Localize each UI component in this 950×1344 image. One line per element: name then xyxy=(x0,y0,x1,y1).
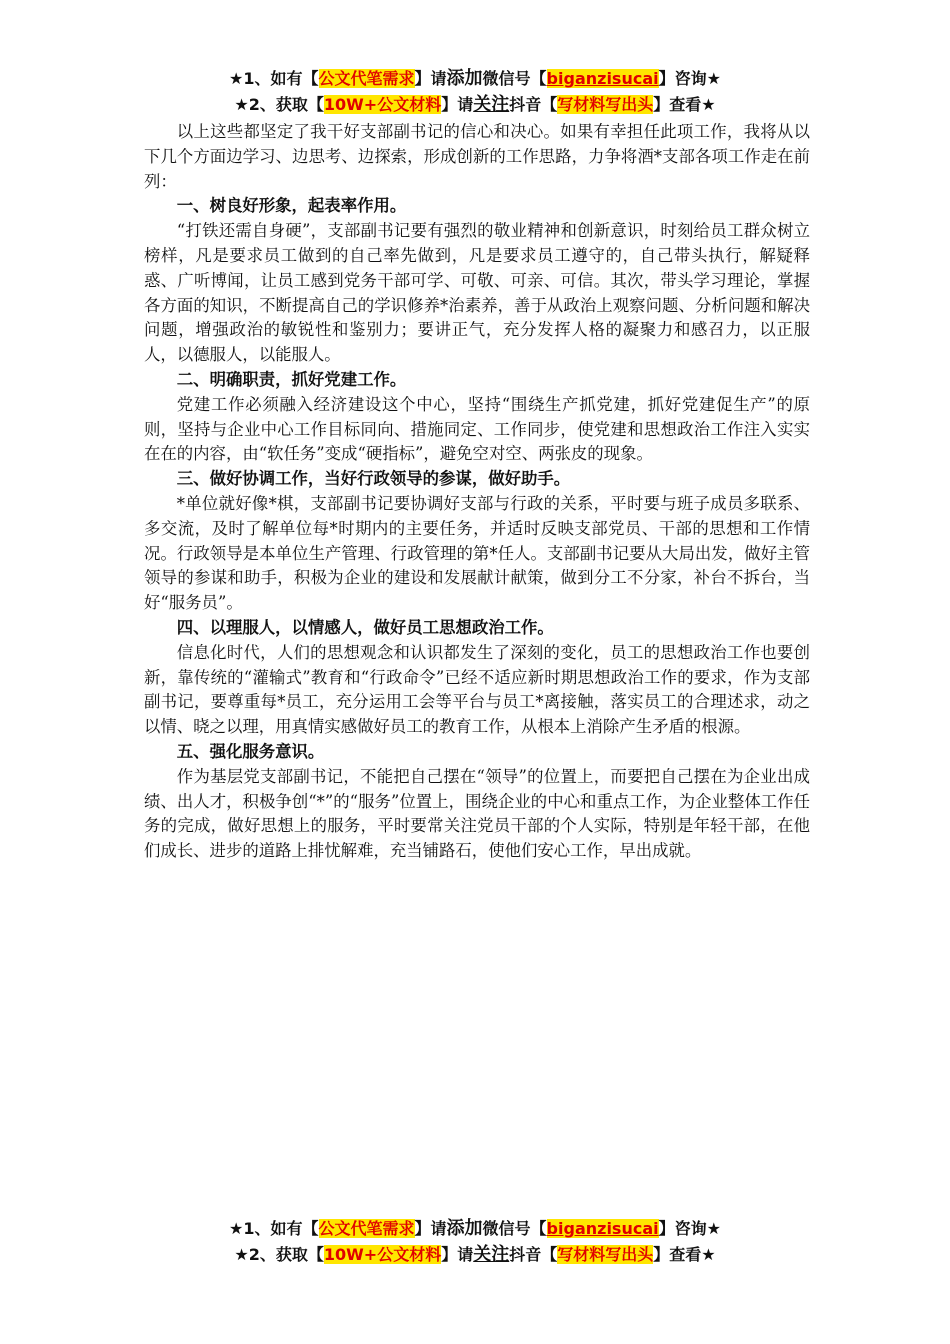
douyin-id: 写材料写出头 xyxy=(557,95,654,114)
promo-highlight: 10W+公文材料 xyxy=(323,1245,442,1264)
promo-highlight: 公文代笔需求 xyxy=(318,69,415,88)
promo-line-1: ★1、如有【公文代笔需求】请添加微信号【biganzisucai】咨询★ xyxy=(229,1218,721,1239)
promo-highlight: 公文代笔需求 xyxy=(318,1219,415,1238)
section-heading: 二、明确职责，抓好党建工作。 xyxy=(176,369,407,389)
section-paragraph: 党建工作必须融入经济建设这个中心，坚持“围绕生产抓党建，抓好党建促生产”的原则，坚持与企业中心工作目标同向、措施同定、工作同步，使党建和思想政治工作注入实实在在的内容，由“软任务”变成“硬指标”，避免空对空、两张皮的现象。 xyxy=(144,394,810,464)
intro-paragraph: 以上这些都坚定了我干好支部副书记的信心和决心。如果有幸担任此项工作，我将从以下几个方面边学习、边思考、边探索，形成创新的工作思路，力争将酒*支部各项工作走在前列： xyxy=(144,122,810,191)
document-body xyxy=(144,120,810,864)
section-heading: 四、以理服人，以情感人，做好员工思想政治工作。 xyxy=(176,617,554,637)
wechat-id: biganzisucai xyxy=(546,1219,659,1238)
promo-footer xyxy=(0,1216,950,1268)
section-paragraph: 作为基层党支部副书记，不能把自己摆在“领导”的位置上，而要把自己摆在为企业出成绩、出人才，积极争创“*”的“服务”位置上，围绕企业的中心和重点工作，为企业整体工作任务的完成，做好思想上的服务，平时要常关注党员干部的个人实际，特别是年轻干部，在他们成长、进步的道路上排忧解难，充当铺路石，使他们安心工作，早出成就。 xyxy=(144,766,810,861)
section-heading: 一、树良好形象，起表率作用。 xyxy=(176,196,407,216)
promo-header xyxy=(0,66,950,118)
promo-line-2: ★2、获取【10W+公文材料】请关注抖音【写材料写出头】查看★ xyxy=(234,94,716,115)
promo-line-2: ★2、获取【10W+公文材料】请关注抖音【写材料写出头】查看★ xyxy=(234,1244,716,1265)
promo-highlight: 10W+公文材料 xyxy=(323,95,442,114)
section-paragraph: 信息化时代，人们的思想观念和认识都发生了深刻的变化，员工的思想政治工作也要创新，靠传统的“灌输式”教育和“行政命令”已经不适应新时期思想政治工作的要求，作为支部副书记，要尊重每*员工，充分运用工会等平台与员工*离接触，落实员工的合理述求，动之以情、晓之以理，用真情实感做好员工的教育工作，从根本上消除产生矛盾的根源。 xyxy=(144,642,810,737)
promo-line-1: ★1、如有【公文代笔需求】请添加微信号【biganzisucai】咨询★ xyxy=(229,68,721,89)
section-paragraph: *单位就好像*棋，支部副书记要协调好支部与行政的关系，平时要与班子成员多联系、多交流，及时了解单位每*时期内的主要任务，并适时反映支部党员、干部的思想和工作情况。行政领导是本单位生产管理、行政管理的第*任人。支部副书记要从大局出发，做好主管领导的参谋和助手，积极为企业的建设和发展献计献策，做到分工不分家，补台不拆台，当好“服务员”。 xyxy=(144,493,810,613)
section-paragraph: “打铁还需自身硬”，支部副书记要有强烈的敬业精神和创新意识，时刻给员工群众树立榜样，凡是要求员工做到的自己率先做到，凡是要求员工遵守的，自己带头执行，解疑释惑、广听博闻，让员工感到党务干部可学、可敬、可亲、可信。其次，带头学习理论，掌握各方面的知识，不断提高自己的学识修养*治素养，善于从政治上观察问题、分析问题和解决问题，增强政治的敏锐性和鉴别力；要讲正气，充分发挥人格的凝聚力和感召力，以正服人，以德服人，以能服人。 xyxy=(144,221,810,365)
section-heading: 三、做好协调工作，当好行政领导的参谋，做好助手。 xyxy=(176,469,571,489)
wechat-id: biganzisucai xyxy=(546,69,659,88)
douyin-id: 写材料写出头 xyxy=(557,1245,654,1264)
section-heading: 五、强化服务意识。 xyxy=(176,741,325,761)
